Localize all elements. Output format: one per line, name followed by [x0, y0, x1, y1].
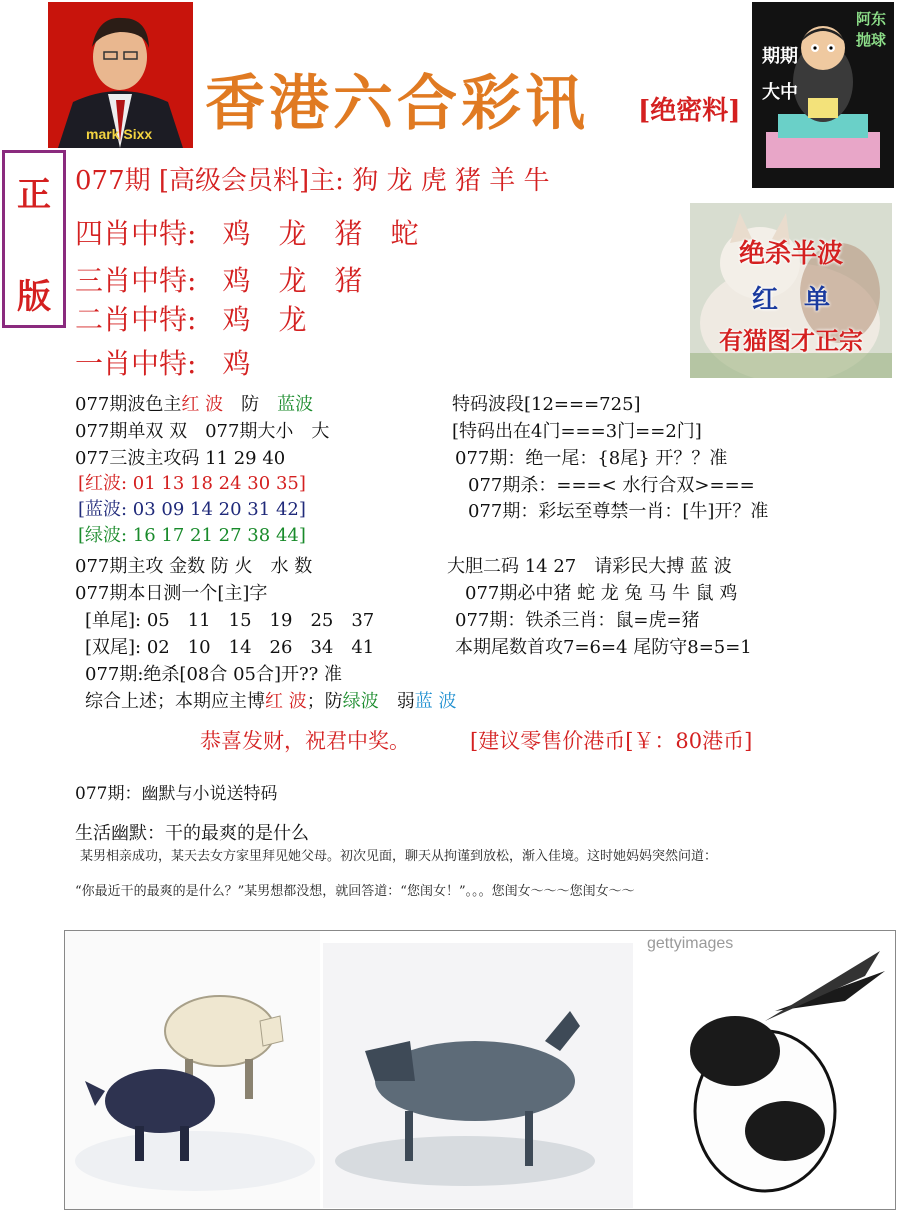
presenter-logo-text: mark Sixx — [86, 126, 153, 142]
main-attack-row: 077期主攻 金数 防 火 水 数 — [75, 556, 313, 577]
summary-a: 综合上述；本期应主博 — [85, 691, 265, 712]
pick-values: 鸡 龙 — [222, 303, 307, 336]
red-wave-row: [红波: 01 13 18 24 30 35] — [78, 473, 306, 494]
segment-row: 特码波段[12===725] — [452, 394, 641, 415]
single-tail-row: [单尾]: 05 11 15 19 25 37 — [85, 610, 375, 631]
price-text: [建议零售价港币[￥：80港币] — [470, 729, 753, 753]
blue-wave-row: [蓝波: 03 09 14 20 31 42] — [78, 499, 306, 520]
joke-header: 077期：幽默与小说送特码 — [75, 784, 278, 804]
summary-red: 红 波 — [265, 691, 307, 712]
cat-promo-box — [690, 203, 892, 378]
presenter-photo — [48, 2, 193, 148]
forbid-row: 077期：彩坛至尊禁一肖：[牛]开？准 — [468, 501, 769, 522]
edition-badge — [2, 150, 66, 328]
summary-row — [85, 687, 456, 713]
pick-label: 一肖中特: — [75, 347, 197, 380]
summary-b: ；防 — [306, 691, 343, 712]
congrats-text: 恭喜发财，祝君中奖。 — [200, 729, 410, 753]
daily-char-row: 077期本日测一个[主]字 — [75, 583, 268, 604]
cat-line-1: 绝杀半波 — [738, 239, 843, 269]
pick-label: 三肖中特: — [75, 264, 197, 297]
summary-blue: 蓝 波 — [414, 691, 457, 712]
tail-attack-row: 本期尾数首攻7=6=4 尾防守8=5=1 — [455, 637, 752, 658]
cat-line-2: 红 单 — [751, 285, 830, 315]
zodiac-illustration — [65, 931, 896, 1210]
cartoon-text-2: 大中 — [762, 82, 798, 103]
issue-line: 077期 [高级会员料]主: 狗 龙 虎 猪 羊 牛 — [75, 166, 550, 196]
pick-row-one — [75, 342, 250, 382]
pick-label: 二肖中特: — [75, 303, 197, 336]
pick-values: 鸡 龙 猪 蛇 — [222, 217, 419, 250]
stock-watermark: gettyimages — [647, 935, 734, 952]
odd-even-row: 077期单双 双 077期大小 大 — [75, 421, 330, 442]
wave-mid: 防 — [241, 394, 260, 415]
must-hit-row: 077期必中猪 蛇 龙 兔 马 牛 鼠 鸡 — [465, 583, 738, 604]
kill-three-row: 077期：铁杀三肖：鼠=虎=猪 — [455, 610, 700, 631]
wave-guard: 蓝波 — [277, 394, 314, 415]
pick-row-four — [75, 212, 418, 252]
cat-line-3: 有猫图才正宗 — [719, 326, 863, 355]
pick-values: 鸡 龙 猪 — [222, 264, 363, 297]
kill-row: 077期:绝杀[08合 05合]开?? 准 — [85, 664, 343, 685]
page-title: 香港六合彩讯 — [205, 69, 589, 139]
pick-values: 鸡 — [222, 347, 251, 380]
cartoon-text-1: 期期 — [762, 46, 798, 67]
tail-one-row: 077期：绝一尾：{8尾} 开？？准 — [455, 448, 728, 469]
summary-green: 绿波 — [342, 691, 379, 712]
pick-label: 四肖中特: — [75, 217, 197, 250]
wave-color-row — [75, 390, 313, 416]
wave-prefix: 077期波色主 — [75, 394, 182, 415]
badge-top-char: 正 — [17, 175, 51, 215]
cartoon-banner: 阿东 抛球 — [856, 10, 887, 49]
summary-c: 弱 — [396, 691, 415, 712]
zodiac-illustration-panel — [64, 930, 896, 1210]
attack-three-row: 077三波主攻码 11 29 40 — [75, 448, 286, 469]
door-row: [特码出在4门===3门==2门] — [452, 421, 702, 442]
two-code-row: 大胆二码 14 27 请彩民大搏 蓝 波 — [447, 556, 732, 577]
wave-main: 红 波 — [181, 394, 224, 415]
cartoon-card — [752, 2, 894, 188]
badge-bottom-char: 版 — [17, 277, 51, 317]
pick-row-two — [75, 298, 306, 338]
pick-row-three — [75, 259, 362, 299]
page-subtitle: [绝密料] — [638, 96, 741, 126]
joke-line-1: 某男相亲成功，某天去女方家里拜见她父母。初次见面，聊天从拘谨到放松，渐入佳境。这时她妈妈突然问道： — [80, 849, 718, 864]
green-wave-row: [绿波: 16 17 21 27 38 44] — [78, 525, 306, 546]
kill-five-row: 077期杀：===< 水行合双>=== — [468, 475, 755, 496]
joke-title: 生活幽默：干的最爽的是什么 — [75, 823, 309, 844]
double-tail-row: [双尾]: 02 10 14 26 34 41 — [85, 637, 375, 658]
joke-line-2: “你最近干的最爽的是什么？”某男想都没想，就回答道：“您闺女！”。。。您闺女～～～您闺女～～ — [75, 884, 635, 899]
